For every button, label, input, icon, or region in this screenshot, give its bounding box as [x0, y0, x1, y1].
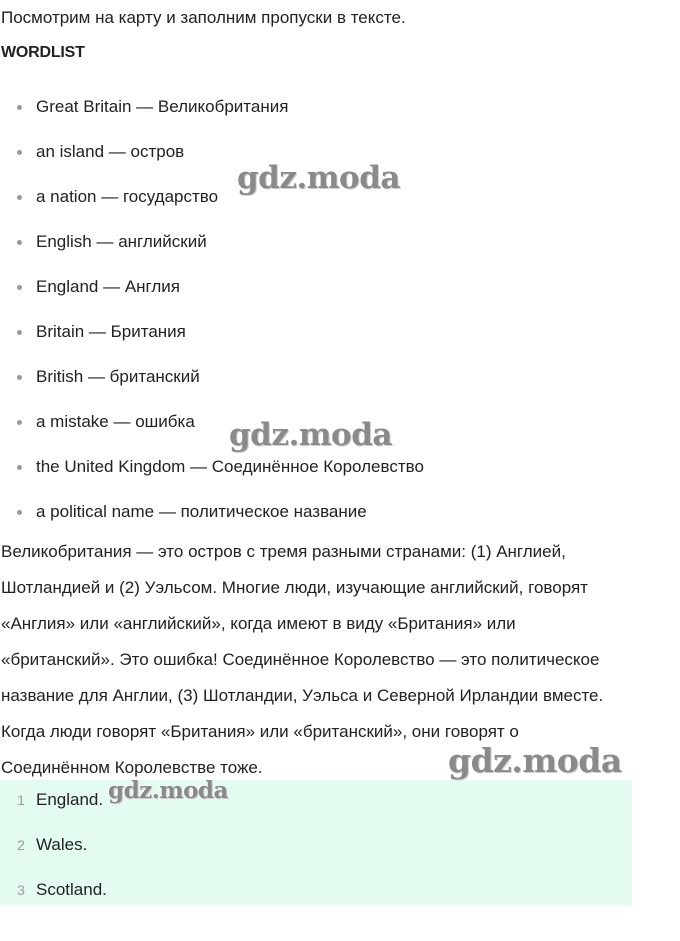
paragraph-line: «британский». Это ошибка! Соединённое Королевство — это политическое [1, 650, 600, 669]
paragraph-line: Когда люди говорят «Британия» или «британский», они говорят о [1, 722, 519, 741]
list-item [0, 85, 640, 130]
wordlist-entry: an island — остров [36, 142, 185, 161]
wordlist-entry: English — английский [36, 232, 207, 251]
wordlist-entry: the United Kingdom — Соединённое Королевство [36, 457, 424, 476]
intro-text: Посмотрим на карту и заполним пропуски в тексте. [1, 8, 406, 27]
list-item [0, 490, 640, 535]
bullet-icon [17, 330, 22, 335]
bullet-icon [17, 375, 22, 380]
bullet-icon [17, 465, 22, 470]
bullet-icon [17, 420, 22, 425]
bullet-icon [17, 285, 22, 290]
wordlist-entry: a political name — политическое название [36, 502, 367, 521]
list-item [0, 355, 640, 400]
watermark: gdz.moda [108, 777, 228, 804]
paragraph-line: название для Англии, (3) Шотландии, Уэльса и Северной Ирландии вместе. [1, 686, 604, 705]
wordlist-entry: England — Англия [36, 277, 181, 296]
wordlist-entry: Great Britain — Великобритания [36, 97, 289, 116]
answer-number: 2 [17, 837, 25, 853]
wordlist-entry: Britain — Британия [36, 322, 186, 341]
watermark: gdz.moda [448, 741, 622, 780]
list-item [0, 310, 640, 355]
answers-block [0, 780, 632, 905]
watermark: gdz.moda [237, 160, 400, 196]
wordlist [0, 85, 640, 535]
wordlist-entry: British — британский [36, 367, 200, 386]
bullet-icon [17, 150, 22, 155]
wordlist-heading: WORDLIST [1, 44, 85, 61]
list-item [0, 220, 640, 265]
answer-number: 3 [17, 882, 25, 898]
paragraph-line: «Англия» или «английский», когда имеют в виду «Британия» или [1, 614, 516, 633]
list-item [0, 265, 640, 310]
bullet-icon [17, 510, 22, 515]
wordlist-entry: a nation — государство [36, 187, 219, 206]
paragraph-line: Соединённом Королевстве тоже. [1, 758, 263, 777]
bullet-icon [17, 105, 22, 110]
answer-text: Scotland. [36, 880, 107, 899]
bullet-icon [17, 195, 22, 200]
watermark: gdz.moda [229, 417, 392, 453]
paragraph-line: Шотландией и (2) Уэльсом. Многие люди, изучающие английский, говорят [1, 578, 588, 597]
answer-text: Wales. [36, 835, 88, 854]
bullet-icon [17, 240, 22, 245]
paragraph-line: Великобритания — это остров с тремя разными странами: (1) Англией, [1, 542, 566, 561]
answer-text: England. [36, 790, 104, 809]
wordlist-entry: a mistake — ошибка [36, 412, 195, 431]
answer-number: 1 [17, 792, 25, 808]
